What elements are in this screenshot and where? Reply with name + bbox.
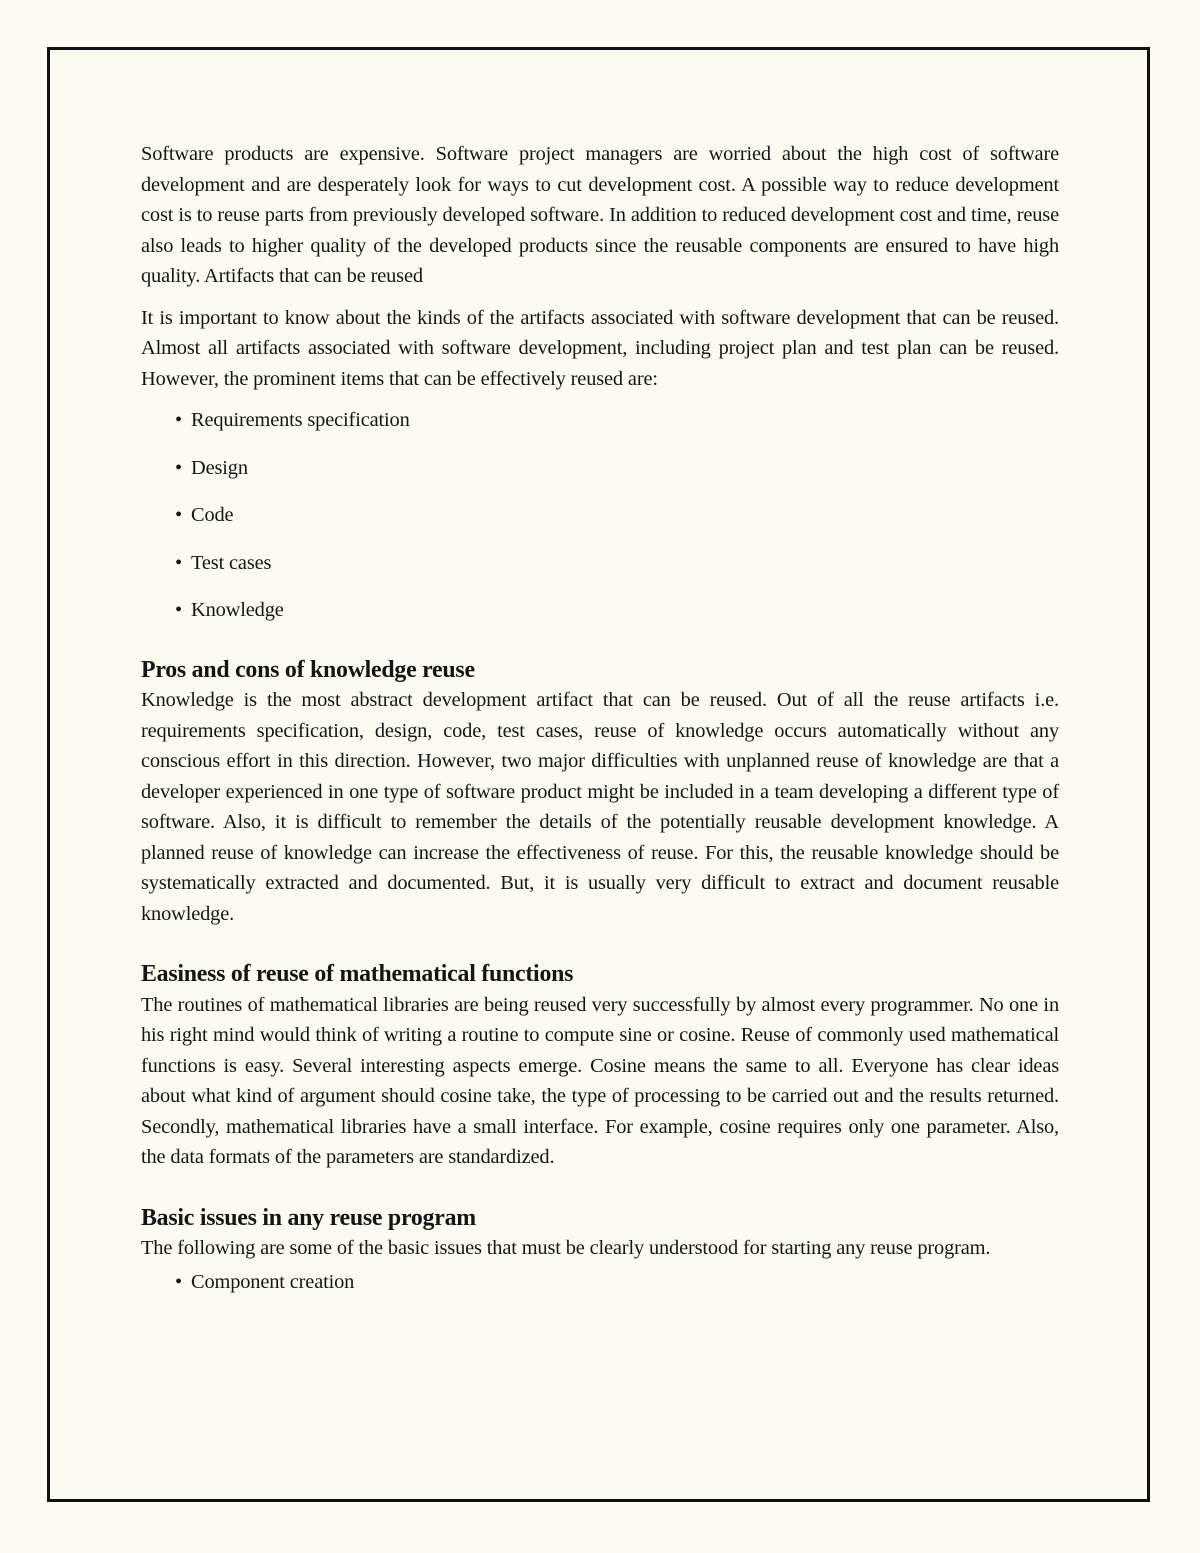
section-body-knowledge-reuse: Knowledge is the most abstract development artifact that can be reused. Out of all the reuse artifacts i.e. requirements specification, design, code, test cases, reuse of knowledge occurs automatically without any conscious effort in this direction. However, two major difficulties with unplanned reuse of knowledge are that a developer experienced in one type of software product might be included in a team developing a different type of software. Also, it is difficult to remember the details of the potentially reusable development knowledge. A planned reuse of knowledge can increase the effectiveness of reuse. For this, the reusable knowledge should be systematically extracted and documented. But, it is usually very difficult to extract and document reusable knowledge.: [141, 689, 1059, 925]
bullet-icon: •: [175, 599, 182, 621]
list-item-text: Knowledge: [191, 599, 284, 621]
issues-list: [141, 1267, 1059, 1298]
list-item: [141, 595, 1059, 643]
list-item: [141, 548, 1059, 596]
artifacts-list: [141, 405, 1059, 643]
list-item: [141, 405, 1059, 453]
bullet-icon: •: [175, 551, 182, 574]
list-item-text: Test cases: [191, 551, 272, 574]
bullet-icon: •: [175, 456, 182, 479]
list-item-text: Component creation: [191, 1270, 355, 1293]
list-item: [141, 1267, 1059, 1298]
section-heading-math-functions: Easiness of reuse of mathematical functions: [141, 961, 574, 987]
list-item: [141, 500, 1059, 548]
bullet-icon: •: [175, 1270, 182, 1293]
bullet-icon: •: [175, 409, 182, 431]
list-item-text: Design: [191, 456, 248, 479]
intro-paragraph-1: Software products are expensive. Software project managers are worried about the high cost of software development and are desperately look for ways to cut development cost. A possible way to reduce development cost is to reuse parts from previously developed software. In addition to reduced development cost and time, reuse also leads to higher quality of the developed products since the reusable components are ensured to have high quality. Artifacts that can be reused: [141, 143, 1059, 287]
list-item-text: Code: [191, 504, 234, 526]
intro-paragraph-2: It is important to know about the kinds of the artifacts associated with software development that can be reused. Almost all artifacts associated with software development, including project plan and test plan can be reused. However, the prominent items that can be effectively reused are:: [141, 306, 1059, 390]
bullet-icon: •: [175, 504, 182, 526]
section-body-reuse-program: The following are some of the basic issues that must be clearly understood for starting any reuse program.: [141, 1237, 991, 1259]
section-heading-reuse-program: Basic issues in any reuse program: [141, 1204, 476, 1231]
section-body-math-functions: The routines of mathematical libraries are being reused very successfully by almost every programmer. No one in his right mind would think of writing a routine to compute sine or cosine. Reuse of commonly used mathematical functions is easy. Several interesting aspects emerge. Cosine means the same to all. Everyone has clear ideas about what kind of argument should cosine take, the type of processing to be carried out and the results returned. Secondly, mathematical libraries have a small interface. For example, cosine requires only one parameter. Also, the data formats of the parameters are standardized.: [141, 993, 1059, 1168]
section-heading-knowledge-reuse: Pros and cons of knowledge reuse: [141, 656, 475, 683]
list-item: [141, 453, 1059, 501]
list-item-text: Requirements specification: [191, 409, 410, 431]
document-content: [141, 139, 1059, 1297]
